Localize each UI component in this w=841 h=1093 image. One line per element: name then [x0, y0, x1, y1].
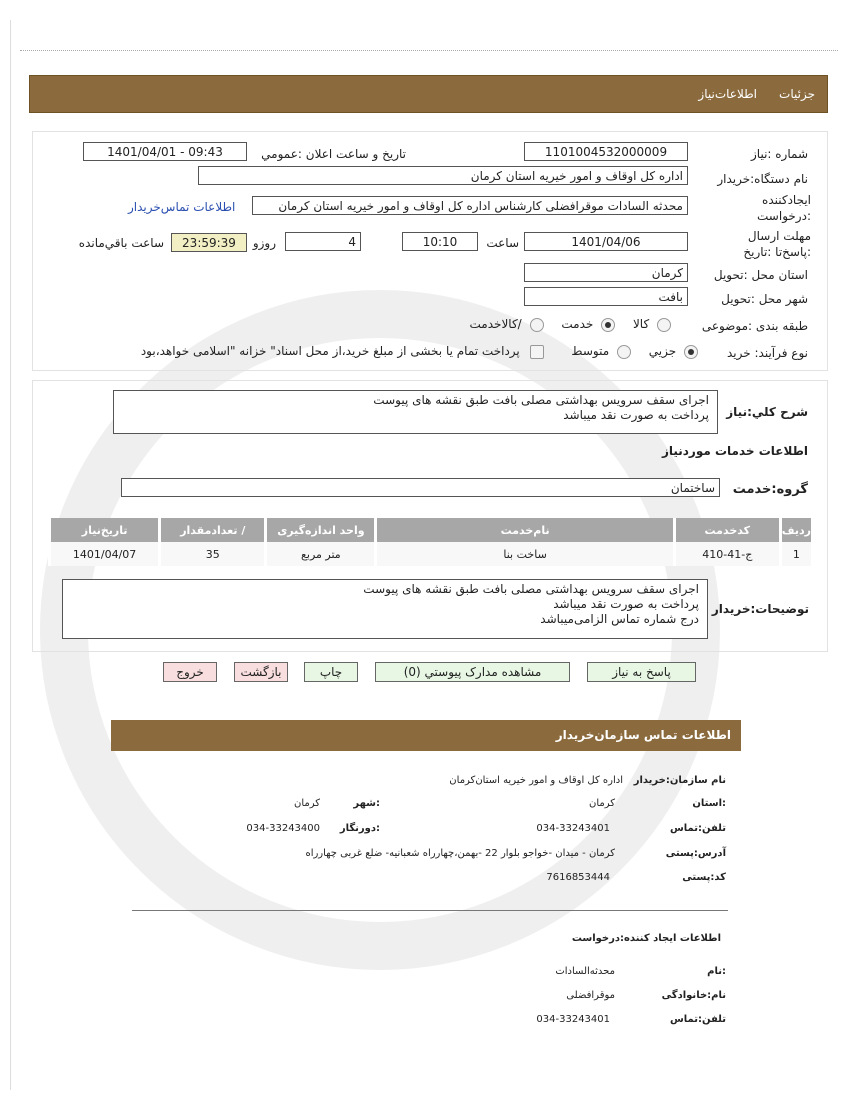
treasury-checkbox[interactable] — [530, 345, 544, 359]
process-medium-radio[interactable] — [617, 345, 631, 359]
buyer-org-label: نام دستگاه:خریدار — [717, 172, 808, 186]
contact-province-label: :استان — [692, 798, 726, 809]
contact-fax-value: 034-33243400 — [246, 823, 320, 834]
summary-line-2: پرداخت به صورت نقد میباشد — [563, 408, 709, 422]
city-field: بافت — [524, 287, 688, 306]
buyer-notes-line-3: درج شماره تماس الزامی‌میباشد — [540, 612, 699, 626]
summary-text — [113, 390, 718, 434]
contact-province-value: کرمان — [588, 798, 615, 809]
service-group-label: گروه:خدمت — [732, 482, 808, 497]
deadline-time-label: ساعت — [486, 236, 519, 250]
contact-postal-label: کد:پستی — [682, 872, 726, 883]
process-medium-label: متوسط — [571, 344, 610, 358]
province-label: استان محل :تحویل — [713, 268, 808, 282]
days-field: 4 — [285, 232, 361, 251]
requester-family-value: موقرافضلی — [566, 990, 615, 1001]
summary-label: شرح کلي:نیاز — [726, 405, 808, 419]
tab-need-info[interactable]: اطلاعات‌نیاز — [698, 87, 757, 101]
deadline-label: مهلت ارسال :پاسخ‌تا :تاریخ — [743, 229, 811, 259]
back-button[interactable]: بازگشت — [234, 662, 288, 682]
category-goods-service-label: /کالاخدمت — [469, 317, 522, 331]
details-header-bar — [29, 75, 828, 113]
requester-family-label: نام:خانوادگی — [661, 990, 726, 1001]
category-service-label: خدمت — [561, 317, 594, 331]
col-row-number: ردیف — [780, 518, 811, 542]
days-label: روزو — [252, 236, 276, 250]
province-field: کرمان — [524, 263, 688, 282]
requester-phone-label: تلفن:تماس — [669, 1014, 726, 1025]
col-need-date: تاریخ‌نیاز — [50, 518, 160, 542]
contact-heading: اطلاعات تماس سازمان‌خریدار — [555, 728, 731, 742]
announce-field: 1401/04/01 - 09:43 — [83, 142, 247, 161]
table-header-row — [50, 518, 812, 542]
services-table — [48, 518, 811, 566]
need-number-field: 1101004532000009 — [524, 142, 688, 161]
category-goods-service-radio[interactable] — [530, 318, 544, 332]
contact-address-label: آدرس:پستی — [665, 848, 726, 859]
contact-divider — [132, 910, 728, 911]
deadline-time-field: 10:10 — [402, 232, 478, 251]
contact-address-value: کرمان - میدان -خواجو بلوار 22 -بهمن،چهارراه شعبانیه- ضلع غربی چهارراه — [305, 848, 615, 859]
contact-phone-value: 034-33243401 — [536, 823, 610, 834]
cell-row-number: 1 — [780, 542, 811, 566]
requester-name-label: :نام — [707, 966, 726, 977]
cell-quantity: 35 — [160, 542, 266, 566]
print-button[interactable]: چاپ — [304, 662, 358, 682]
buyer-org-field: اداره کل اوقاف و امور خیریه استان کرمان — [198, 166, 688, 185]
col-service-code: کدخدمت — [674, 518, 780, 542]
contact-phone-label: تلفن:تماس — [669, 823, 726, 834]
service-group-field: ساختمان — [121, 478, 720, 497]
services-heading: اطلاعات خدمات موردنیاز — [661, 444, 808, 458]
table-row — [50, 542, 812, 566]
contact-fax-label: :دورنگار — [339, 823, 380, 834]
attachments-button[interactable]: مشاهده مدارک پیوستي (0) — [375, 662, 570, 682]
cell-unit: متر مربع — [266, 542, 376, 566]
process-small-label: جزیي — [648, 344, 677, 358]
contact-city-value: کرمان — [293, 798, 320, 809]
city-label: شهر محل :تحویل — [721, 292, 808, 306]
remaining-time-field: 23:59:39 — [171, 233, 247, 252]
treasury-note: پرداخت تمام یا بخشی از مبلغ خرید،از محل اسناد" خزانه "اسلامی خواهد،بود — [140, 344, 520, 358]
buyer-notes-line-2: پرداخت به صورت نقد میباشد — [553, 597, 699, 611]
process-label: نوع فرآیند: خرید — [727, 346, 808, 360]
buyer-contact-link[interactable]: اطلاعات تماس‌خریدار — [128, 200, 236, 214]
remaining-label: ساعت باقي‌مانده — [78, 236, 164, 250]
col-quantity: / تعدادمقدار — [160, 518, 266, 542]
requester-phone-value: 034-33243401 — [536, 1014, 610, 1025]
announce-label: تاریخ و ساعت اعلان :عمومي — [261, 147, 406, 161]
buyer-notes-label: توضیحات:خریدار — [711, 602, 809, 616]
exit-button[interactable]: خروج — [163, 662, 217, 682]
col-service-name: نام‌خدمت — [376, 518, 674, 542]
contact-city-label: :شهر — [353, 798, 380, 809]
buyer-notes-text — [62, 579, 708, 639]
process-radio-group — [135, 344, 698, 359]
category-radio-group — [466, 317, 671, 332]
cell-service-name: ساخت بنا — [376, 542, 674, 566]
left-rule — [10, 20, 11, 1090]
cell-need-date: 1401/04/07 — [50, 542, 160, 566]
requester-info-heading: اطلاعات ایجاد کننده:درخواست — [571, 933, 721, 944]
contact-org-label: نام سازمان:خریدار — [633, 775, 726, 786]
category-goods-radio[interactable] — [657, 318, 671, 332]
need-number-label: شماره :نیاز — [751, 147, 808, 161]
category-goods-label: کالا — [632, 317, 650, 331]
contact-org-value: اداره کل اوقاف و امور خیریه استان‌کرمان — [449, 775, 623, 786]
buyer-notes-line-1: اجرای سقف سرویس بهداشتی مصلی بافت طبق نقشه های پیوست — [363, 582, 699, 596]
contact-header-bar — [111, 720, 741, 751]
contact-postal-value: 7616853444 — [546, 872, 610, 883]
col-unit: واحد اندازه‌گیری — [266, 518, 376, 542]
cell-service-code: ج-41-410 — [674, 542, 780, 566]
category-label: طبقه بندی :موضوعی — [701, 319, 808, 333]
top-divider — [20, 50, 838, 51]
requester-label: ایجادکننده :درخواست — [757, 193, 811, 223]
requester-name-value: محدثه‌السادات — [555, 966, 615, 977]
requester-field: محدثه السادات موقرافضلی کارشناس اداره کل اوقاف و امور خیریه استان کرمان — [252, 196, 688, 215]
summary-line-1: اجرای سقف سرویس بهداشتی مصلی بافت طبق نقشه های پیوست — [373, 393, 709, 407]
tab-details[interactable]: جزئیات — [779, 87, 815, 101]
process-small-radio[interactable] — [684, 345, 698, 359]
reply-button[interactable]: پاسخ به نیاز — [587, 662, 696, 682]
category-service-radio[interactable] — [601, 318, 615, 332]
deadline-date-field: 1401/04/06 — [524, 232, 688, 251]
